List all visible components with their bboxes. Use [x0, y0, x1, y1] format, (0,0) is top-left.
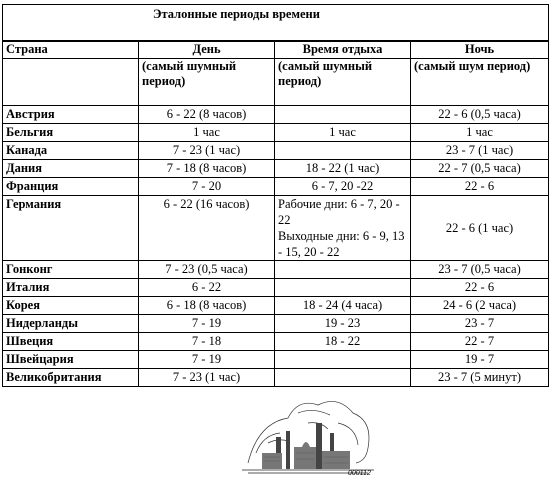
day-cell: 7 - 18 (8 часов)	[139, 160, 275, 178]
night-cell: 23 - 7	[411, 315, 549, 333]
subheader-country-empty	[3, 59, 139, 106]
table-row	[3, 369, 549, 387]
day-cell: 7 - 20	[139, 178, 275, 196]
rest-cell: 19 - 23	[275, 315, 411, 333]
night-cell: 19 - 7	[411, 351, 549, 369]
header-rest: Время отдыха	[275, 41, 411, 59]
reference-periods-table	[2, 4, 549, 387]
day-cell: 7 - 23 (0,5 часа)	[139, 261, 275, 279]
night-cell: 22 - 7	[411, 333, 549, 351]
night-cell: 22 - 6 (1 час)	[411, 196, 549, 261]
country-cell: Канада	[3, 142, 139, 160]
reference-periods-table-container	[2, 4, 548, 387]
header-row	[3, 41, 549, 59]
table-row	[3, 124, 549, 142]
rest-cell	[275, 196, 411, 261]
table-row	[3, 106, 549, 124]
day-cell: 7 - 18	[139, 333, 275, 351]
country-cell: Италия	[3, 279, 139, 297]
night-cell: 22 - 6	[411, 279, 549, 297]
header-night: Ночь	[411, 41, 549, 59]
night-cell: 23 - 7 (5 минут)	[411, 369, 549, 387]
table-row	[3, 315, 549, 333]
rest-cell: 18 - 24 (4 часа)	[275, 297, 411, 315]
rest-cell	[275, 369, 411, 387]
night-cell: 23 - 7 (0,5 часа)	[411, 261, 549, 279]
rest-weekdays: Рабочие дни: 6 - 7, 20 - 22	[278, 197, 400, 227]
night-cell: 22 - 6	[411, 178, 549, 196]
day-cell: 7 - 23 (1 час)	[139, 369, 275, 387]
night-cell: 22 - 7 (0,5 часа)	[411, 160, 549, 178]
country-cell: Швеция	[3, 333, 139, 351]
table-row	[3, 333, 549, 351]
table-row	[3, 160, 549, 178]
table-row	[3, 196, 549, 261]
day-cell: 1 час	[139, 124, 275, 142]
night-cell: 1 час	[411, 124, 549, 142]
rest-cell: 6 - 7, 20 -22	[275, 178, 411, 196]
header-country: Страна	[3, 41, 139, 59]
subheader-night: (самый шум период)	[411, 59, 549, 106]
country-cell: Корея	[3, 297, 139, 315]
factory-illustration	[238, 393, 378, 481]
header-day: День	[139, 41, 275, 59]
night-cell: 23 - 7 (1 час)	[411, 142, 549, 160]
rest-cell: 18 - 22 (1 час)	[275, 160, 411, 178]
rest-cell	[275, 279, 411, 297]
night-cell: 22 - 6 (0,5 часа)	[411, 106, 549, 124]
day-cell: 6 - 22 (16 часов)	[139, 196, 275, 261]
table-row	[3, 297, 549, 315]
table-row	[3, 351, 549, 369]
rest-weekends: Выходные дни: 6 - 9, 13 - 15, 20 - 22	[278, 229, 405, 259]
country-cell: Франция	[3, 178, 139, 196]
rest-cell	[275, 261, 411, 279]
rest-cell: 18 - 22	[275, 333, 411, 351]
day-cell: 7 - 23 (1 час)	[139, 142, 275, 160]
day-cell: 6 - 22 (8 часов)	[139, 106, 275, 124]
night-cell: 24 - 6 (2 часа)	[411, 297, 549, 315]
country-cell: Австрия	[3, 106, 139, 124]
country-cell: Швейцария	[3, 351, 139, 369]
subheader-day: (самый шумный период)	[139, 59, 275, 106]
table-caption-row	[3, 5, 549, 42]
country-cell: Гонконг	[3, 261, 139, 279]
country-cell: Великобритания	[3, 369, 139, 387]
day-cell: 6 - 22	[139, 279, 275, 297]
country-cell: Нидерланды	[3, 315, 139, 333]
figure-label: 000112	[348, 470, 371, 477]
rest-cell	[275, 351, 411, 369]
country-cell: Бельгия	[3, 124, 139, 142]
table-title: Эталонные периоды времени	[3, 5, 549, 42]
rest-cell	[275, 106, 411, 124]
table-row	[3, 142, 549, 160]
subheader-rest: (самый шумный период)	[275, 59, 411, 106]
country-cell: Германия	[3, 196, 139, 261]
rest-cell: 1 час	[275, 124, 411, 142]
table-row	[3, 261, 549, 279]
day-cell: 6 - 18 (8 часов)	[139, 297, 275, 315]
country-cell: Дания	[3, 160, 139, 178]
day-cell: 7 - 19	[139, 315, 275, 333]
day-cell: 7 - 19	[139, 351, 275, 369]
subheader-row	[3, 59, 549, 106]
rest-cell	[275, 142, 411, 160]
table-row	[3, 279, 549, 297]
table-row	[3, 178, 549, 196]
